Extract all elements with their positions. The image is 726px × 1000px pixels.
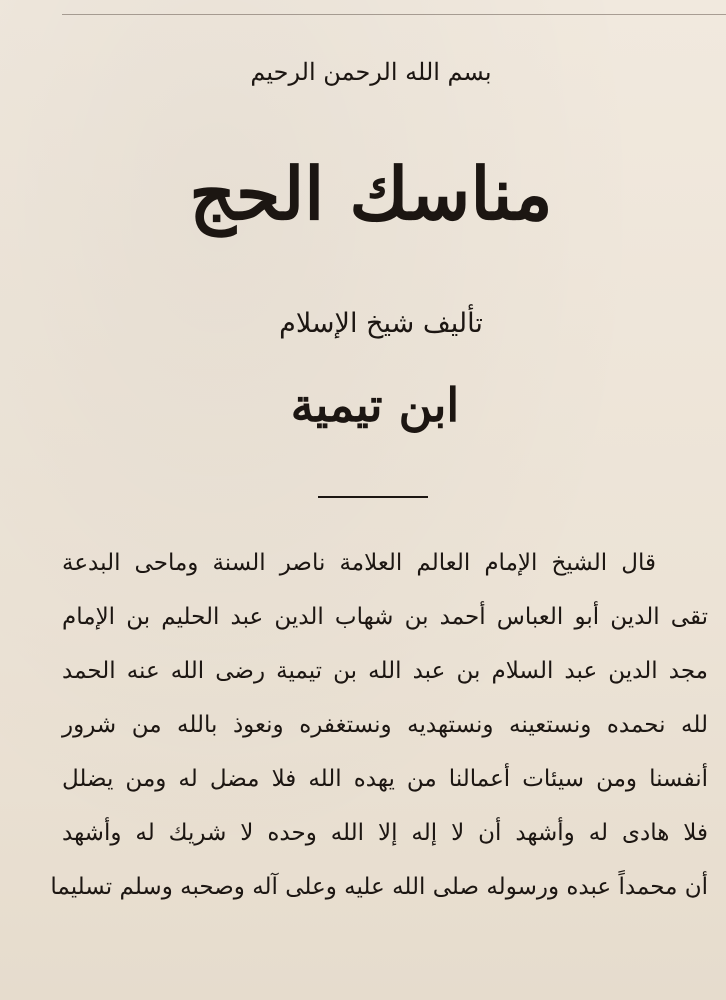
body-line: مجد الدين عبد السلام بن عبد الله بن تيمية رضى الله عنه الحمد bbox=[62, 658, 708, 684]
body-line: فلا هادى له وأشهد أن لا إله إلا الله وحده لا شريك له وأشهد bbox=[62, 820, 708, 846]
body-text bbox=[50, 536, 708, 914]
body-line: أنفسنا ومن سيئات أعمالنا من يهده الله فلا مضل له ومن يضلل bbox=[62, 766, 708, 792]
page-title: مناسك الحج bbox=[189, 151, 553, 236]
body-line: لله نحمده ونستعينه ونستهديه ونستغفره ونعوذ بالله من شرور bbox=[62, 712, 708, 738]
author-calligraphy: ابن تيمية bbox=[290, 378, 460, 432]
top-rule bbox=[62, 14, 726, 15]
body-line: أن محمداً عبده ورسوله صلى الله عليه وعلى آله وصحبه وسلم تسليما bbox=[50, 874, 708, 900]
body-line: قال الشيخ الإمام العالم العلامة ناصر السنة وماحى البدعة bbox=[62, 550, 656, 576]
basmala: بسم الله الرحمن الرحيم bbox=[250, 58, 492, 86]
subtitle: تأليف شيخ الإسلام bbox=[279, 308, 483, 339]
divider bbox=[318, 496, 428, 498]
body-line: تقى الدين أبو العباس أحمد بن شهاب الدين عبد الحليم بن الإمام bbox=[62, 604, 708, 630]
